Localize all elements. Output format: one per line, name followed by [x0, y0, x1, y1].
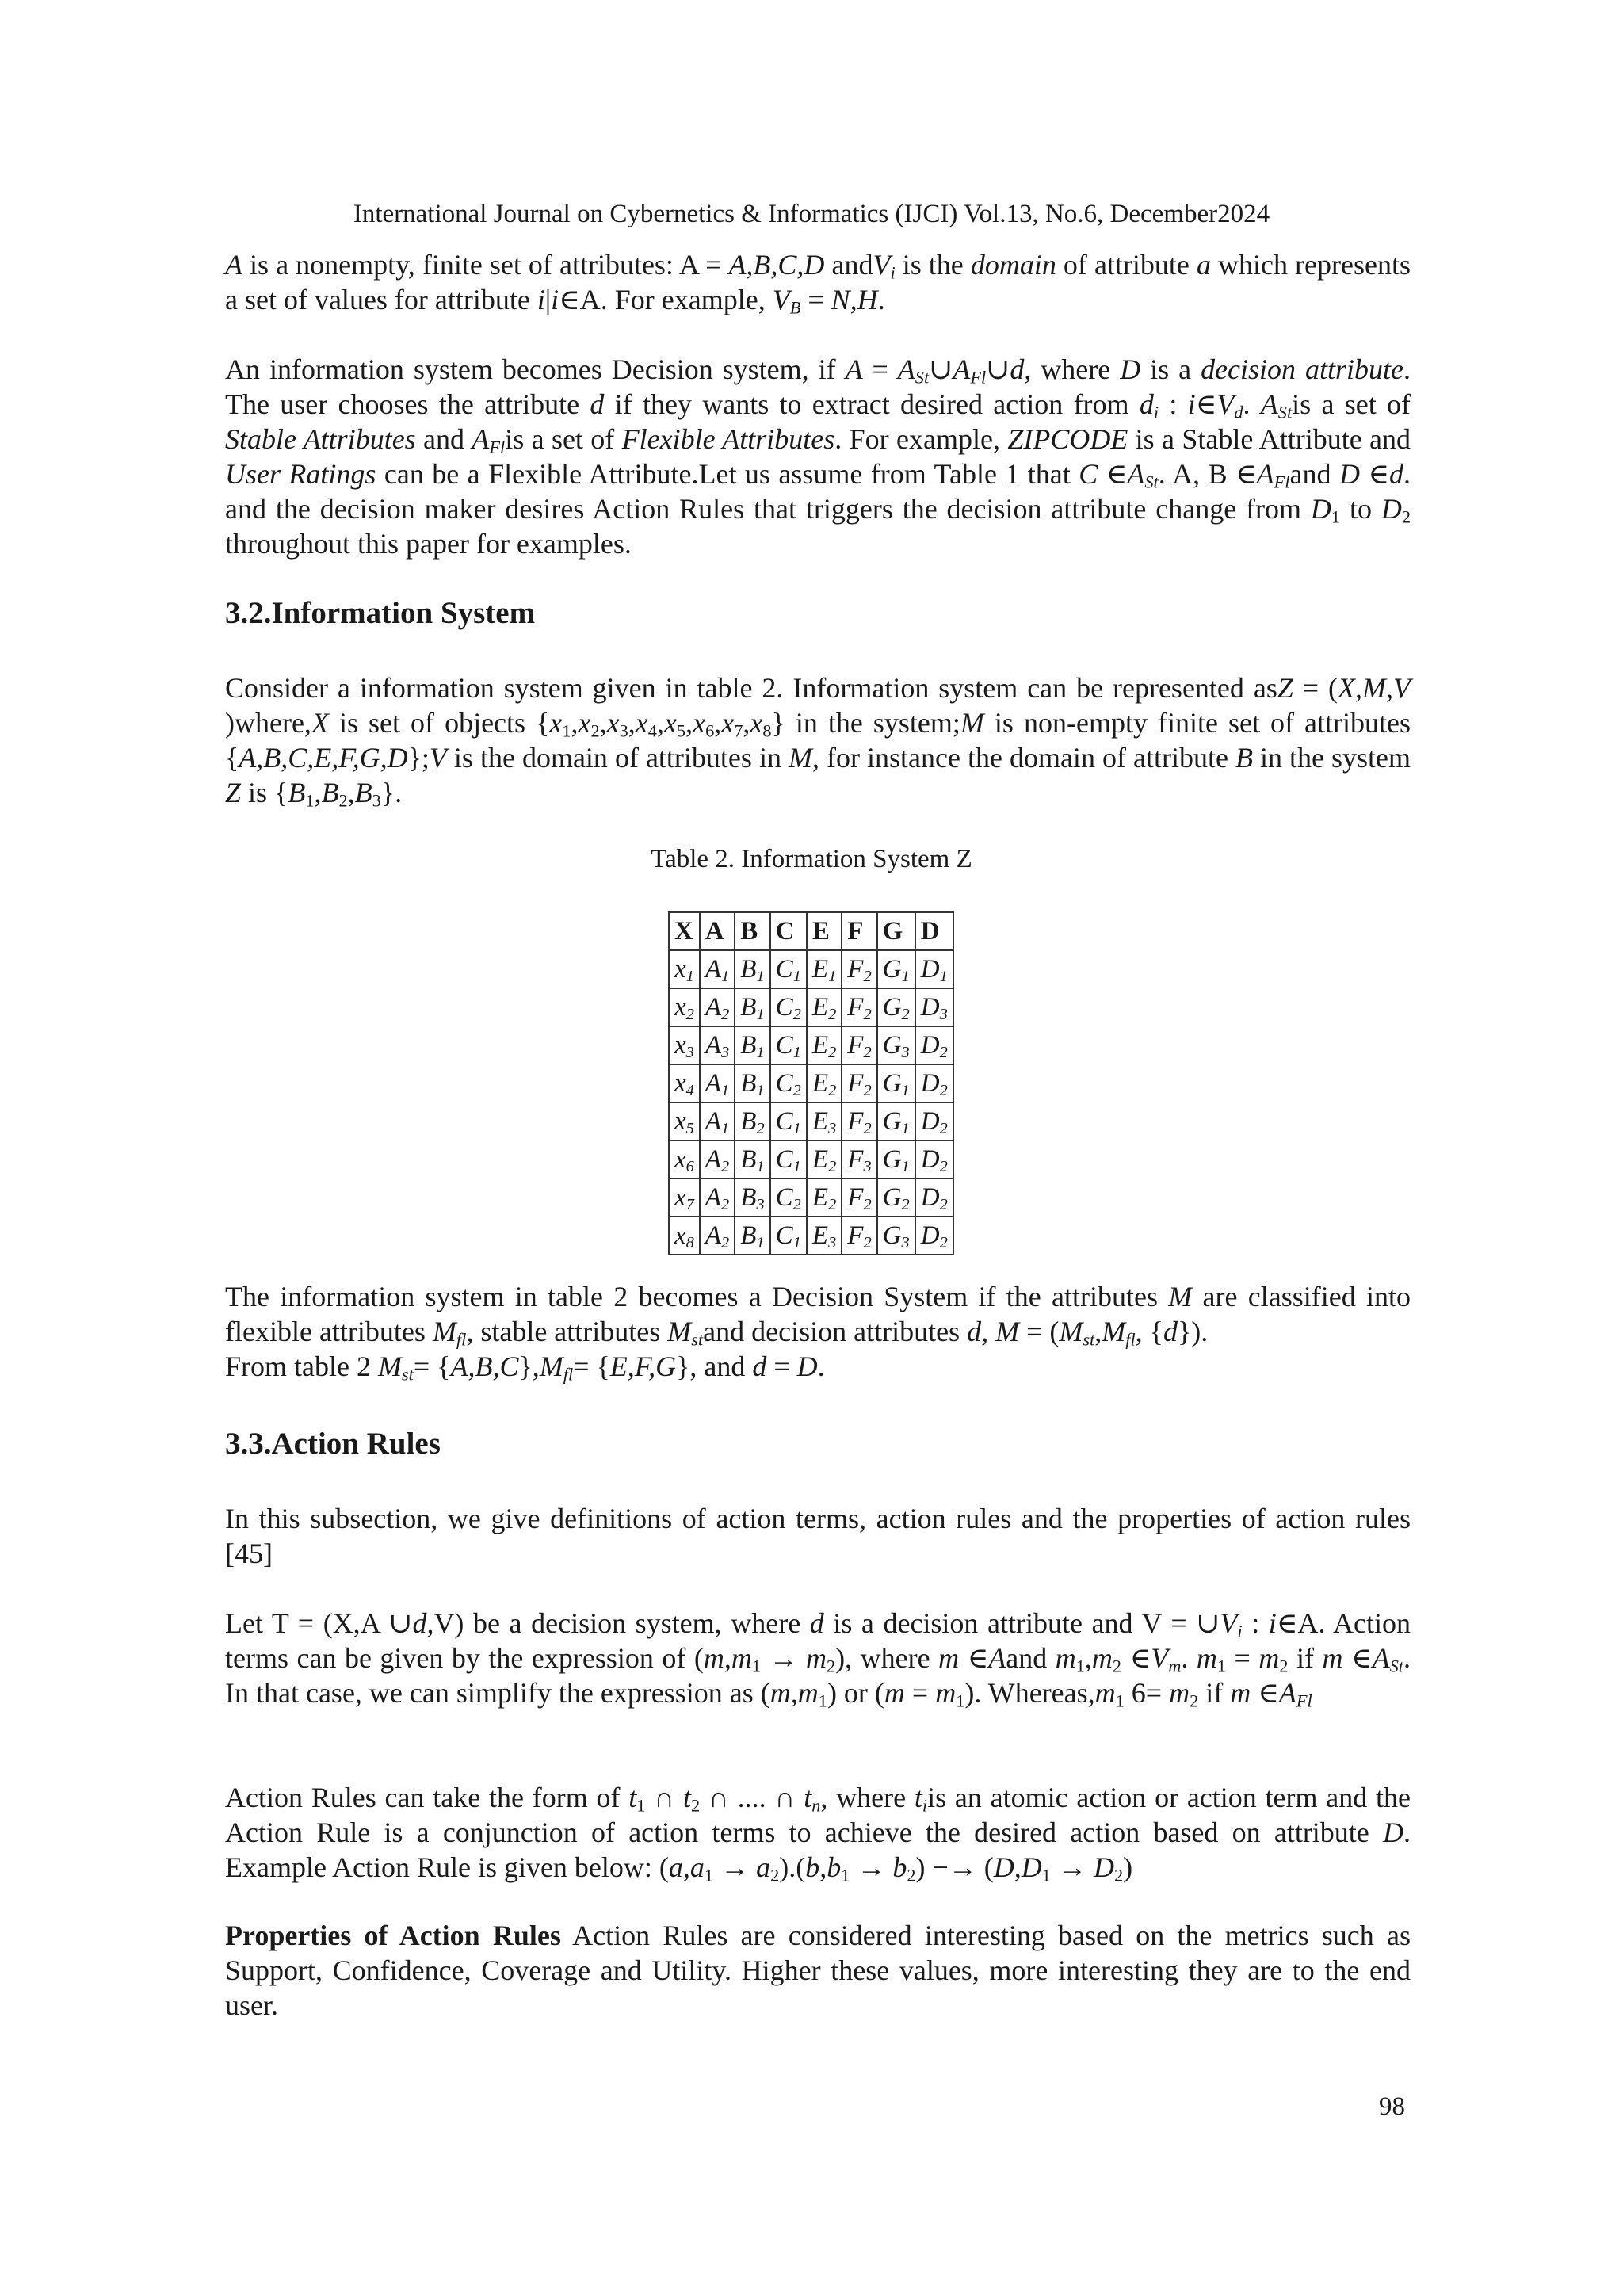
column-header: C [770, 912, 807, 950]
information-system-table [668, 911, 954, 1255]
table-cell: $G_1$ [877, 1102, 915, 1140]
table-cell: $B_1$ [735, 1217, 769, 1255]
table-cell: $F_3$ [842, 1140, 876, 1179]
table-cell: $G_3$ [877, 1217, 915, 1255]
action-rules-intro: In this subsection, we give definitions of action terms, action rules and the properties of action rules [45] [225, 1503, 1411, 1569]
table-cell: $x_1$ [669, 950, 700, 988]
table-cell: $C_1$ [770, 1102, 807, 1140]
table-cell: $x_4$ [669, 1064, 700, 1102]
table-row [669, 1026, 953, 1064]
table-cell: $B_1$ [735, 1140, 769, 1179]
table-cell: $G_2$ [877, 1179, 915, 1217]
section-heading-information-system: 3.2.Information System [225, 596, 536, 630]
information-system-paragraph: Consider a information system given in table 2. Information system can be represented asZ = (X,M,V )where,X is set of objects $\{x_1,x_2,x_3,x_4,x_5,x_6,x_7,x_8\}$ in the system;M is non-empty finite set of attributes {A,B,C,E,F,G,D};V is the domain of attributes in M, for instance the domain of attribute B in the system Z is $\{B_1,B_2,B_3\}$. [225, 672, 1411, 811]
table-cell: $F_2$ [842, 1217, 876, 1255]
table-cell: $A_1$ [700, 1064, 735, 1102]
table-cell: $C_1$ [770, 1026, 807, 1064]
table-cell: $G_1$ [877, 1140, 915, 1179]
column-header: G [877, 912, 915, 950]
running-header: International Journal on Cybernetics & Informatics (IJCI) Vol.13, No.6, December2024 [353, 200, 1270, 228]
table-caption: Table 2. Information System Z [651, 845, 972, 873]
table-cell: $E_2$ [807, 1026, 842, 1064]
section-heading-action-rules: 3.3.Action Rules [225, 1427, 441, 1461]
table-cell: $A_3$ [700, 1026, 735, 1064]
table-cell: $D_2$ [915, 1179, 953, 1217]
table-cell: $G_1$ [877, 1064, 915, 1102]
table-cell: $A_2$ [700, 988, 735, 1026]
table-cell: $B_1$ [735, 950, 769, 988]
table-cell: $E_3$ [807, 1102, 842, 1140]
table-cell: $x_3$ [669, 1026, 700, 1064]
table-row [669, 1179, 953, 1217]
table-cell: $E_1$ [807, 950, 842, 988]
column-header: X [669, 912, 700, 950]
column-header: A [700, 912, 735, 950]
table-cell: $B_1$ [735, 988, 769, 1026]
action-terms-paragraph: Let T = (X,A ∪d,V) be a decision system, where d is a decision attribute and $V = \cup V_i$ : i∈A. Action terms can be given by the expression of $(m,m_1 \to m_2)$, where m ∈Aand $m_1,m_2$ $\in V_m$. $m_1 = m_2$ if m $\in A_{St}$. In that case, we can simplify the expression as $(m,m_1)$ or $(m = m_1)$. $Whereas,m_1$ $6= m_2$ if m $\in A_{Fl}$ [225, 1607, 1411, 1711]
table-cell: $B_2$ [735, 1102, 769, 1140]
table-cell: $D_3$ [915, 988, 953, 1026]
table-cell: $B_3$ [735, 1179, 769, 1217]
table-cell: $D_1$ [915, 950, 953, 988]
table-cell: $E_2$ [807, 988, 842, 1026]
table-cell: $E_2$ [807, 1179, 842, 1217]
table-cell: $x_7$ [669, 1179, 700, 1217]
properties-paragraph: Properties of Action Rules Action Rules are considered interesting based on the metrics such as Support, Confidence, Coverage and Utility. Higher these values, more interesting they are to the end user. [225, 1920, 1411, 2021]
table-cell: $F_2$ [842, 1179, 876, 1217]
table-cell: $C_2$ [770, 988, 807, 1026]
table-cell: $C_2$ [770, 1179, 807, 1217]
column-header: F [842, 912, 876, 950]
table-cell: $x_6$ [669, 1140, 700, 1179]
table-row [669, 950, 953, 988]
table-cell: $A_2$ [700, 1140, 735, 1179]
table-cell: $C_1$ [770, 950, 807, 988]
table-cell: $x_8$ [669, 1217, 700, 1255]
table-cell: $C_1$ [770, 1217, 807, 1255]
table-cell: $F_2$ [842, 1026, 876, 1064]
table-cell: $A_2$ [700, 1179, 735, 1217]
table-cell: $A_1$ [700, 1102, 735, 1140]
table-cell: $E_2$ [807, 1140, 842, 1179]
table-cell: $F_2$ [842, 988, 876, 1026]
table-cell: $D_2$ [915, 1064, 953, 1102]
column-header: B [735, 912, 769, 950]
intro-paragraph-1: A is a nonempty, finite set of attributes: A = A,B,C,D andV$_i$ is the domain of attribute a which represents a set of values for attribute i|i∈A. For example, $V_B = N,H$. [225, 249, 1411, 318]
column-header: D [915, 912, 953, 950]
table-cell: $D_2$ [915, 1102, 953, 1140]
action-rules-form-paragraph: Action Rules can take the form of $t_1$ ∩ $t_2$ ∩ .... ∩ $t_n$, where $t_iis$ an atomic action or action term and the Action Rule is a conjunction of action terms to achieve the desired action based on attribute D. Example Action Rule is given below: $(a,a_1 \to a_2).(b,b_1 \to b_2) -\to (D,D_1 \to D_2)$ [225, 1782, 1411, 1885]
table-cell: $F_2$ [842, 1102, 876, 1140]
table-row [669, 1064, 953, 1102]
table-cell: $E_2$ [807, 1064, 842, 1102]
table-cell: $A_1$ [700, 950, 735, 988]
table-cell: $D_2$ [915, 1217, 953, 1255]
table-cell: $x_2$ [669, 988, 700, 1026]
table-cell: $G_2$ [877, 988, 915, 1026]
table-header-row [669, 912, 953, 950]
page-number: 98 [1379, 2092, 1405, 2121]
intro-paragraph-2: An information system becomes Decision system, if $A = A_{St}\cup A_{Fl}\cup d$, where D is a decision attribute. The user chooses the attribute d if they wants to extract desired action from $d_i$ : $i\in V_d$. $A_{St}is$ a set of Stable Attributes and $A_{Fl}is$ a set of Flexible Attributes. For example, ZIPCODE is a Stable Attribute and User Ratings can be a Flexible Attribute.Let us assume from Table 1 that C $\in A_{St}$. A, B $\in A_{Fl}and$ D ∈d. and the decision maker desires Action Rules that triggers the decision attribute change from $D_1$ to $D_2$ throughout this paper for examples. [225, 353, 1411, 560]
table-row [669, 988, 953, 1026]
table-cell: $D_2$ [915, 1026, 953, 1064]
table-cell: $F_2$ [842, 950, 876, 988]
table-cell: $G_1$ [877, 950, 915, 988]
table-cell: $D_2$ [915, 1140, 953, 1179]
table-cell: $B_1$ [735, 1026, 769, 1064]
decision-system-paragraph: The information system in table 2 becomes a Decision System if the attributes M are classified into flexible attributes $M_{fl}$, stable attributes $M_{st}and$ decision attributes d, $M = (M_{st},M_{fl}$, {d}). From table 2 $M_{st}= \{A,B,C\},M_{fl}= \{E,F,G\}$, and d = D. [225, 1281, 1411, 1385]
table-cell: $A_2$ [700, 1217, 735, 1255]
table-cell: $E_3$ [807, 1217, 842, 1255]
table-row [669, 1217, 953, 1255]
table-cell: $G_3$ [877, 1026, 915, 1064]
table-cell: $C_1$ [770, 1140, 807, 1179]
properties-label: Properties of Action Rules [225, 1920, 561, 1951]
table-cell: $C_2$ [770, 1064, 807, 1102]
table-row [669, 1102, 953, 1140]
table-cell: $x_5$ [669, 1102, 700, 1140]
table-row [669, 1140, 953, 1179]
table-cell: $B_1$ [735, 1064, 769, 1102]
table-cell: $F_2$ [842, 1064, 876, 1102]
column-header: E [807, 912, 842, 950]
